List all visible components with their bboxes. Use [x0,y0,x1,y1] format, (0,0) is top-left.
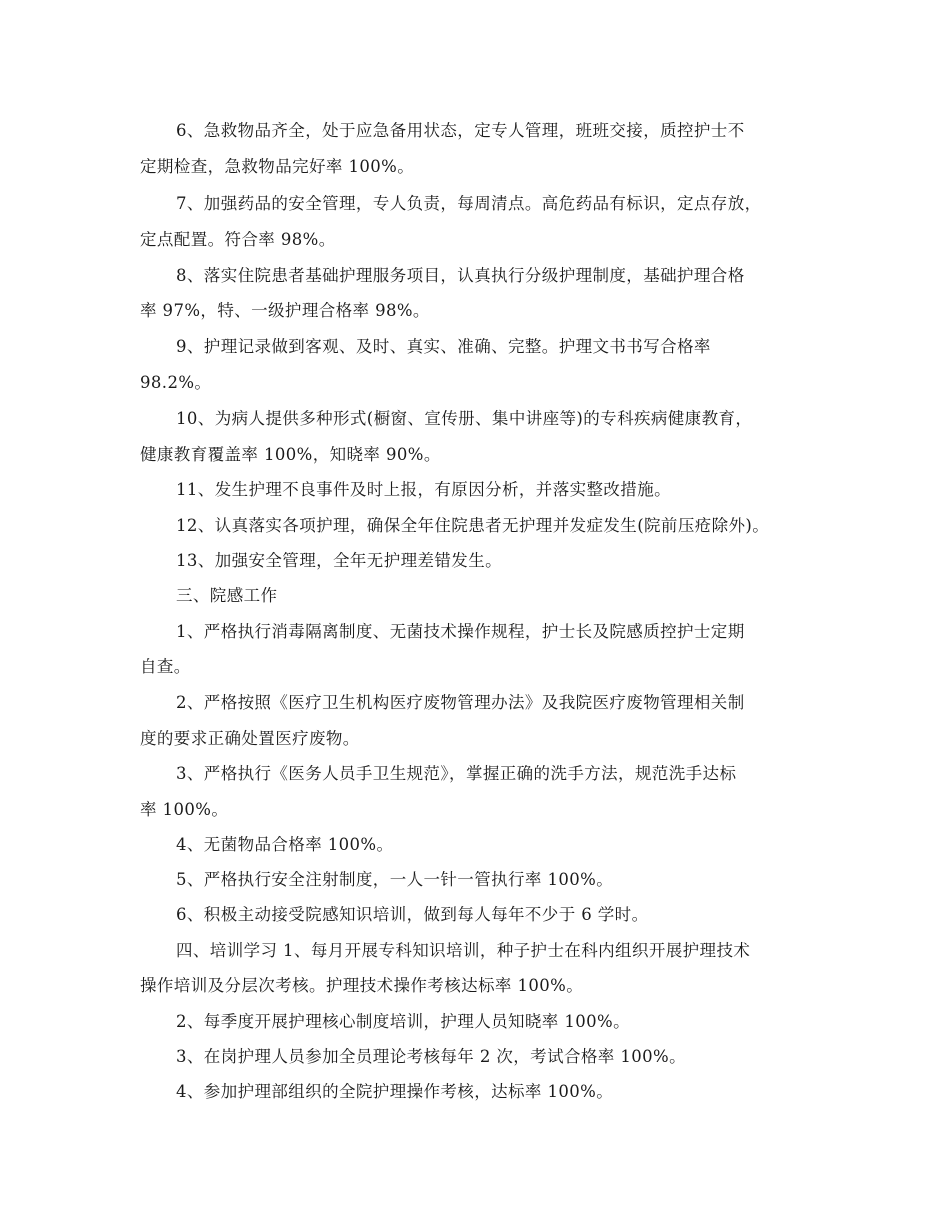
paragraph-line: 度的要求正确处置医疗废物。 [140,729,360,748]
paragraph-line: 7、加强药品的安全管理，专人负责，每周清点。高危药品有标识，定点存放， [176,194,762,213]
paragraph-line: 3、在岗护理人员参加全员理论考核每年 2 次，考试合格率 100%。 [176,1047,687,1066]
paragraph-line: 5、严格执行安全注射制度，一人一针一管执行率 100%。 [176,870,614,889]
paragraph-line: 操作培训及分层次考核。护理技术操作考核达标率 100%。 [140,976,584,995]
section-heading: 三、院感工作 [176,586,278,605]
paragraph-line: 8、落实住院患者基础护理服务项目，认真执行分级护理制度，基础护理合格 [176,266,745,285]
paragraph-line: 率 97%，特、一级护理合格率 98%。 [140,301,430,320]
paragraph-line: 98.2%。 [140,373,212,392]
paragraph-line: 12、认真落实各项护理，确保全年住院患者无护理并发症发生(院前压疮除外)。 [176,516,770,535]
paragraph-line: 3、严格执行《医务人员手卫生规范》，掌握正确的洗手方法，规范洗手达标 [176,764,737,783]
paragraph-line: 6、积极主动接受院感知识培训，做到每人每年不少于 6 学时。 [176,905,649,924]
paragraph-line: 1、严格执行消毒隔离制度、无菌技术操作规程，护士长及院感质控护士定期 [176,622,745,641]
paragraph-line: 健康教育覆盖率 100%，知晓率 90%。 [140,445,441,464]
paragraph-line: 10、为病人提供多种形式(橱窗、宣传册、集中讲座等)的专科疾病健康教育， [176,409,753,428]
paragraph-line: 率 100%。 [140,800,229,819]
paragraph-line: 2、每季度开展护理核心制度培训，护理人员知晓率 100%。 [176,1012,631,1031]
paragraph-line: 4、无菌物品合格率 100%。 [176,835,394,854]
paragraph-line: 四、培训学习 1、每月开展专科知识培训，种子护士在科内组织开展护理技术 [176,941,751,960]
paragraph-line: 定点配置。符合率 98%。 [140,230,336,249]
paragraph-line: 定期检查，急救物品完好率 100%。 [140,157,415,176]
paragraph-line: 11、发生护理不良事件及时上报，有原因分析，并落实整改措施。 [176,480,671,499]
paragraph-line: 自查。 [140,657,191,676]
paragraph-line: 4、参加护理部组织的全院护理操作考核，达标率 100%。 [176,1082,614,1101]
paragraph-line: 6、急救物品齐全，处于应急备用状态，定专人管理，班班交接，质控护士不 [176,121,745,140]
paragraph-line: 9、护理记录做到客观、及时、真实、准确、完整。护理文书书写合格率 [176,337,711,356]
paragraph-line: 13、加强安全管理，全年无护理差错发生。 [176,551,502,570]
paragraph-line: 2、严格按照《医疗卫生机构医疗废物管理办法》及我院医疗废物管理相关制 [176,693,745,712]
